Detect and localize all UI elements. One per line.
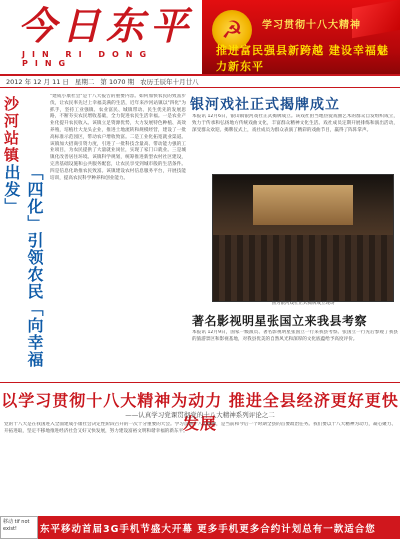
editorial-body: 党的十八大是在我国进入全面建成小康社会决定性阶段召开的一次十分重要的大会。学习贯彻十八大精神，是当前和今后一个时期全县的首要政治任务。我们要以十八大精神为动力，凝心聚力、开拓进取，坚定不移地推进经济社会又好又快发展，努力建设富裕文明和谐幸福的新东平。 — [4, 422, 396, 434]
star-story-body: 本报讯 12月9日，国家一级演员、著名影视明星张国立一行来我县考察。张国立一行先后参观了我县的旅游景区和影视基地，对我县优美的自然风光和深厚的文化底蕴给予高度评价。 — [192, 330, 398, 342]
editorial-headline: 以学习贯彻十八大精神为动力 推进全县经济更好更快发展 — [1, 391, 399, 433]
issue-lunar-date: 农历壬辰年十月廿八 — [140, 78, 199, 86]
issue-weekday: 星期二 — [74, 78, 95, 86]
issue-number: 第 1070 期 — [100, 78, 135, 86]
lead-headline-main: 「四化」引领农民「向幸福出发」 — [2, 164, 44, 368]
tv-story-body-side — [190, 176, 210, 304]
advert-logo: 移动 tif not exist! — [0, 516, 38, 539]
newspaper-title: 今日东平 — [18, 3, 195, 48]
editorial-subheadline: ——认真学习党课贯彻党的十八大精神系列评论之二 — [125, 411, 275, 419]
event-photo — [212, 174, 394, 302]
party-banner — [202, 0, 400, 74]
banner-slogan-2: 推进富民强县新跨越 建设幸福魅力新东平 — [216, 44, 389, 73]
masthead-logo — [4, 2, 200, 72]
section-divider — [0, 382, 400, 383]
banner-slogan-1: 学习贯彻十八大精神 — [262, 20, 361, 31]
issue-info-bar — [0, 74, 400, 88]
lead-headline — [2, 96, 48, 374]
star-story-headline: 著名影视明星张国立来我县考察 — [192, 314, 368, 328]
lead-headline-sub: 沙河站镇 — [2, 96, 20, 164]
newspaper-pinyin: JIN RI DONG PING — [22, 50, 154, 68]
lead-story-body: "建成小康社会"是十八大报告的重要内容。如何加快农民的致富步伐，让农民率先过上幸福美满的生活，近年来沙河站镇以"四化"为抓手，坚持工业强镇、农业富民、城镇带动、民生优先的发展思路，不断夯实农民增收基础，全力促进农民生活幸福。一是农业产业化提升农民收入。该镇立足资源优势，大力发展特色种植、高效养殖，培植壮大龙头企业，推进土地流转和规模经营，建设了一批高标准示范园区，带动农户增收致富。二是工业化拓宽就业渠道。该镇加大招商引资力度，引进了一批科技含量高、带动能力强的工业项目，为农民提供了大量就业岗位，实现了家门口就业。三是城镇化改善居住环境。该镇科学规划，统筹推进新型农村社区建设，完善基础设施和公共服务配套，让农民享受到城市般的生活条件。四是信息化助推农民致富。该镇建设农村信息服务平台，开展技能培训，提高农民科学种养和创业能力。 — [50, 94, 186, 181]
photo-crowd — [213, 235, 394, 302]
tv-story-headline: 银河戏社正式揭牌成立 — [190, 97, 340, 113]
issue-date: 2012 年 12 月 11 日 — [6, 78, 69, 86]
mobile-advert-bar[interactable] — [0, 516, 400, 539]
tv-story-body: 本报讯 12月6日，银山镇银河戏社正式揭牌成立。该戏社由当地热爱戏曲艺术的群众自发组织成立，致力于传承和弘扬地方传统戏曲文化，丰富群众精神文化生活。戏社成员定期开展排练和演出活动，深受群众欢迎。揭牌仪式上，戏社成员为群众表演了精彩的戏曲节目，赢得了阵阵掌声。 — [192, 114, 398, 133]
photo-stage — [253, 185, 353, 225]
photo-caption: 图为银河戏社正式揭牌成立现场 — [271, 301, 335, 306]
advert-text: 东平移动首届3G手机节盛大开幕 更多手机更多合约计划总有一款适合您 — [40, 524, 376, 535]
